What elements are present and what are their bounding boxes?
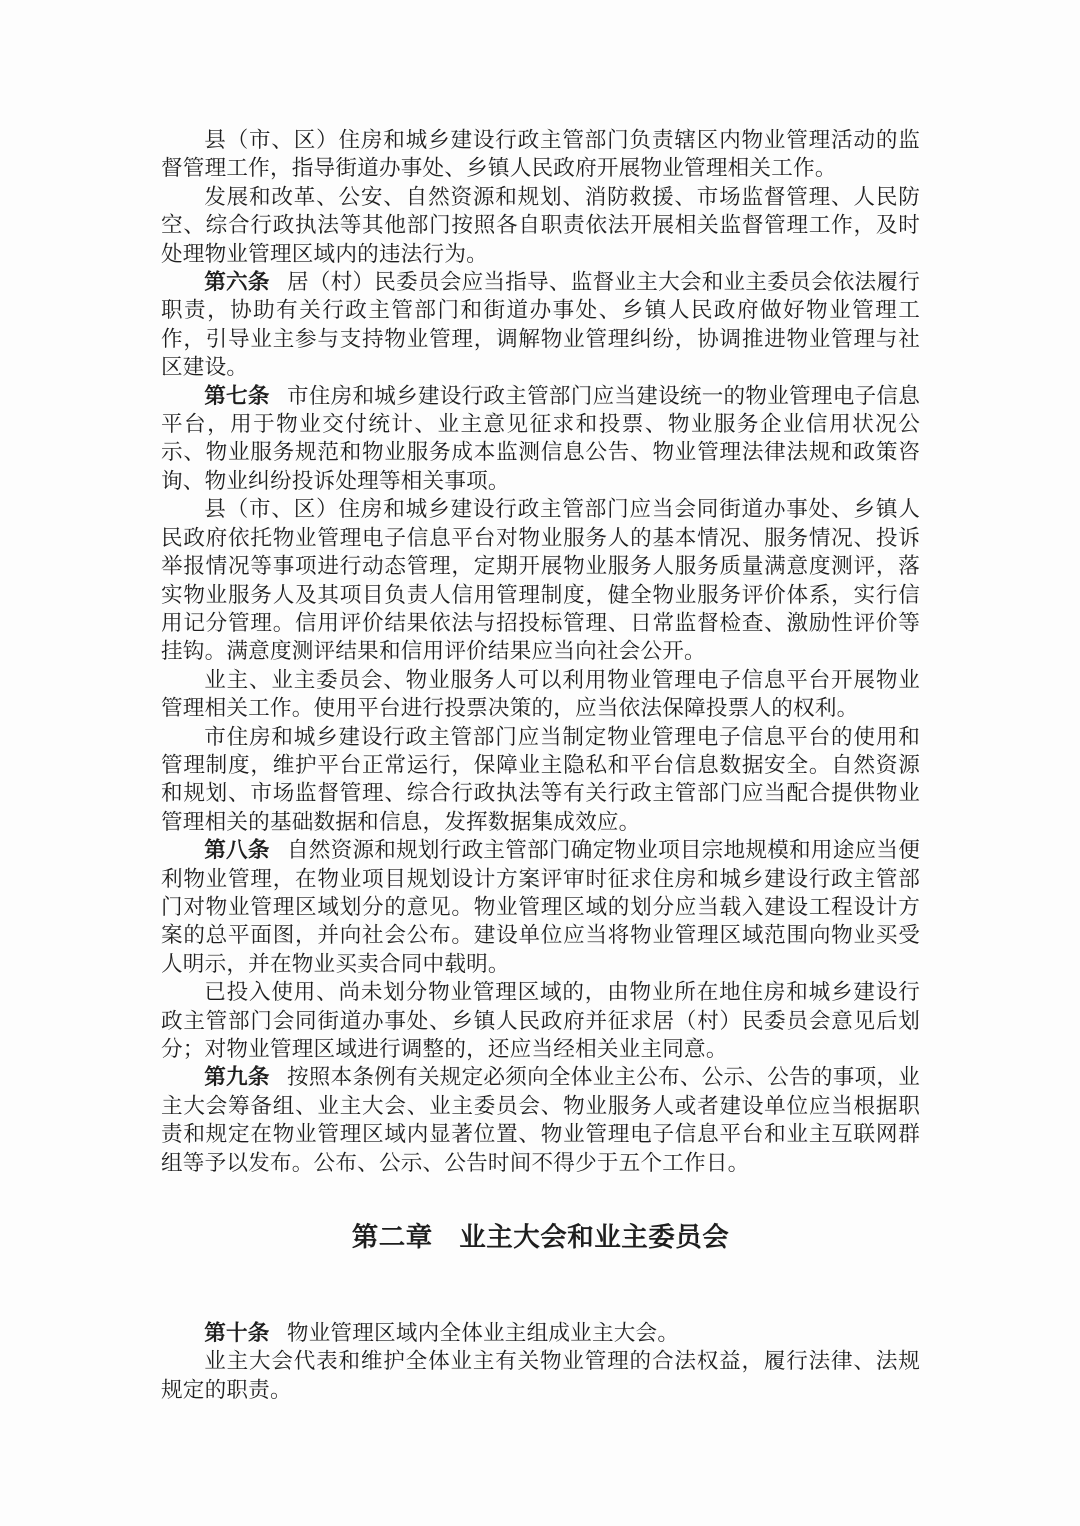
paragraph <box>161 183 920 268</box>
chapter-heading <box>161 1217 920 1257</box>
paragraph-text: 已投入使用、尚未划分物业管理区域的，由物业所在地住房和城乡建设行政主管部门会同街道办事处、乡镇人民政府并征求居（村）民委员会意见后划分；对物业管理区域进行调整的，还应当经相关业主同意。 <box>161 980 920 1061</box>
paragraph-article-7 <box>161 382 920 496</box>
chapter-title: 业主大会和业主委员会 <box>459 1222 730 1253</box>
paragraph-article-10 <box>161 1319 920 1347</box>
paragraph-text: 县（市、区）住房和城乡建设行政主管部门应当会同街道办事处、乡镇人民政府依托物业管理电子信息平台对物业服务人的基本情况、服务情况、投诉举报情况等事项进行动态管理，定期开展物业服务人服务质量满意度测评，落实物业服务人及其项目负责人信用管理制度，健全物业服务评价体系，实行信用记分管理。信用评价结果依法与招投标管理、日常监督检查、激励性评价等挂钩。满意度测评结果和信用评价结果应当向社会公开。 <box>161 497 920 664</box>
paragraph <box>161 723 920 837</box>
paragraph-text: 市住房和城乡建设行政主管部门应当建设统一的物业管理电子信息平台，用于物业交付统计、业主意见征求和投票、物业服务企业信用状况公示、物业服务规范和物业服务成本监测信息公告、物业管理法律法规和政策咨询、物业纠纷投诉处理等相关事项。 <box>161 383 920 493</box>
article-number: 第六条 <box>204 270 270 295</box>
paragraph-text: 居（村）民委员会应当指导、监督业主大会和业主委员会依法履行职责，协助有关行政主管部门和街道办事处、乡镇人民政府做好物业管理工作，引导业主参与支持物业管理，调解物业管理纠纷，协调推进物业管理与社区建设。 <box>161 270 920 380</box>
article-number: 第七条 <box>204 383 270 408</box>
paragraph <box>161 666 920 723</box>
paragraph-text: 发展和改革、公安、自然资源和规划、消防救援、市场监督管理、人民防空、综合行政执法等其他部门按照各自职责依法开展相关监督管理工作，及时处理物业管理区域内的违法行为。 <box>161 184 920 266</box>
paragraph <box>161 495 920 665</box>
paragraph-article-6 <box>161 268 920 382</box>
paragraph-text: 县（市、区）住房和城乡建设行政主管部门负责辖区内物业管理活动的监督管理工作，指导街道办事处、乡镇人民政府开展物业管理相关工作。 <box>161 128 920 181</box>
article-number: 第八条 <box>204 838 270 863</box>
article-number: 第十条 <box>204 1321 270 1346</box>
paragraph <box>161 126 920 183</box>
paragraph <box>161 978 920 1063</box>
chapter-number: 第二章 <box>351 1222 433 1253</box>
paragraph-text: 自然资源和规划行政主管部门确定物业项目宗地规模和用途应当便利物业管理，在物业项目规划设计方案评审时征求住房和城乡建设行政主管部门对物业管理区域划分的意见。物业管理区域的划分应当载入建设工程设计方案的总平面图，并向社会公布。建设单位应当将物业管理区域范围向物业买受人明示，并在物业买卖合同中载明。 <box>161 838 920 976</box>
paragraph-article-9 <box>161 1063 920 1177</box>
paragraph-text: 业主大会代表和维护全体业主有关物业管理的合法权益，履行法律、法规规定的职责。 <box>161 1349 920 1402</box>
paragraph-text: 物业管理区域内全体业主组成业主大会。 <box>286 1321 680 1346</box>
paragraph-text: 市住房和城乡建设行政主管部门应当制定物业管理电子信息平台的使用和管理制度，维护平台正常运行，保障业主隐私和平台信息数据安全。自然资源和规划、市场监督管理、综合行政执法等有关行政主管部门应当配合提供物业管理相关的基础数据和信息，发挥数据集成效应。 <box>161 724 920 834</box>
paragraph-text: 按照本条例有关规定必须向全体业主公布、公示、公告的事项，业主大会筹备组、业主大会、业主委员会、物业服务人或者建设单位应当根据职责和规定在物业管理区域内显著位置、物业管理电子信息平台和业主互联网群组等予以发布。公布、公示、公告时间不得少于五个工作日。 <box>161 1065 920 1175</box>
paragraph <box>161 1347 920 1404</box>
article-number: 第九条 <box>204 1065 270 1090</box>
paragraph-article-8 <box>161 836 920 978</box>
paragraph-text: 业主、业主委员会、物业服务人可以利用物业管理电子信息平台开展物业管理相关工作。使用平台进行投票决策的，应当依法保障投票人的权利。 <box>161 667 920 721</box>
